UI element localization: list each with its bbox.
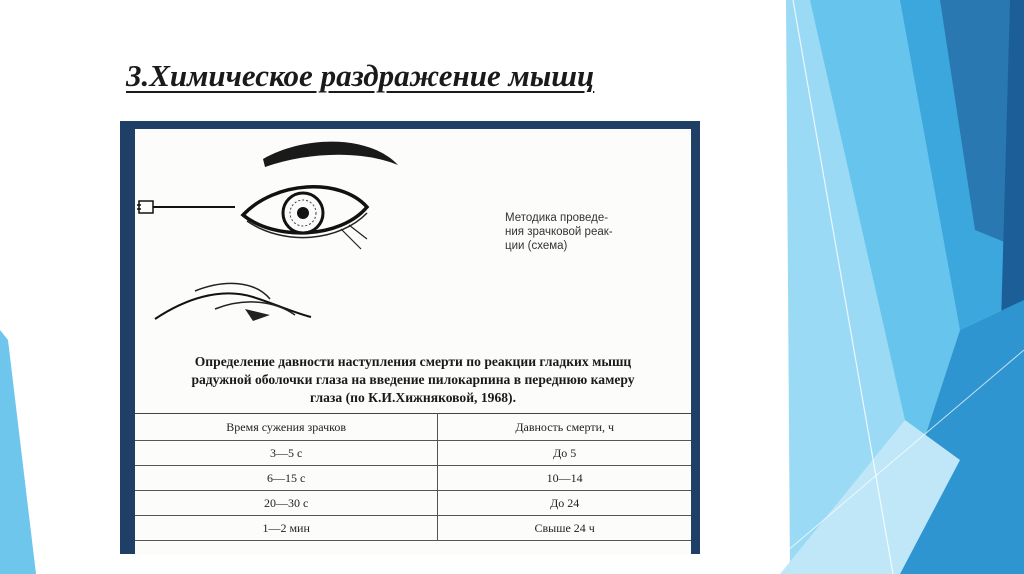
table-header-row bbox=[135, 414, 691, 441]
table-row bbox=[135, 491, 691, 516]
method-caption-line: ции (схема) bbox=[505, 240, 568, 252]
table-cell: До 5 bbox=[438, 441, 691, 466]
syringe-icon bbox=[139, 201, 153, 213]
table-cell: Свыше 24 ч bbox=[438, 516, 691, 541]
method-caption bbox=[505, 211, 613, 253]
table-cell: 1—2 мин bbox=[135, 516, 438, 541]
column-header: Время сужения зрачков bbox=[135, 414, 438, 441]
pupil-icon bbox=[297, 207, 309, 219]
figure-heading-line: радужной оболочки глаза на введение пилокарпина в переднюю камеру bbox=[191, 372, 635, 387]
slide-title: 3.Химическое раздражение мышц bbox=[126, 58, 595, 93]
figure-frame bbox=[120, 121, 700, 554]
figure-heading bbox=[135, 353, 691, 407]
table-row bbox=[135, 516, 691, 541]
pupil-reaction-table bbox=[135, 413, 691, 541]
method-caption-line: Методика проведе- bbox=[505, 212, 609, 224]
scanned-figure bbox=[135, 129, 691, 554]
table-row bbox=[135, 466, 691, 491]
table-cell: 3—5 с bbox=[135, 441, 438, 466]
table-row bbox=[135, 441, 691, 466]
table-cell: 10—14 bbox=[438, 466, 691, 491]
figure-heading-line: глаза (по К.И.Хижняковой, 1968). bbox=[310, 390, 516, 405]
table-cell: 6—15 с bbox=[135, 466, 438, 491]
eyebrow-icon bbox=[263, 142, 398, 167]
figure-heading-line: Определение давности наступления смерти по реакции гладких мышц bbox=[194, 354, 632, 369]
column-header: Давность смерти, ч bbox=[438, 414, 691, 441]
table-cell: До 24 bbox=[438, 491, 691, 516]
nose-icon bbox=[155, 293, 311, 319]
method-caption-line: ния зрачковой реак- bbox=[505, 226, 613, 238]
table-cell: 20—30 с bbox=[135, 491, 438, 516]
